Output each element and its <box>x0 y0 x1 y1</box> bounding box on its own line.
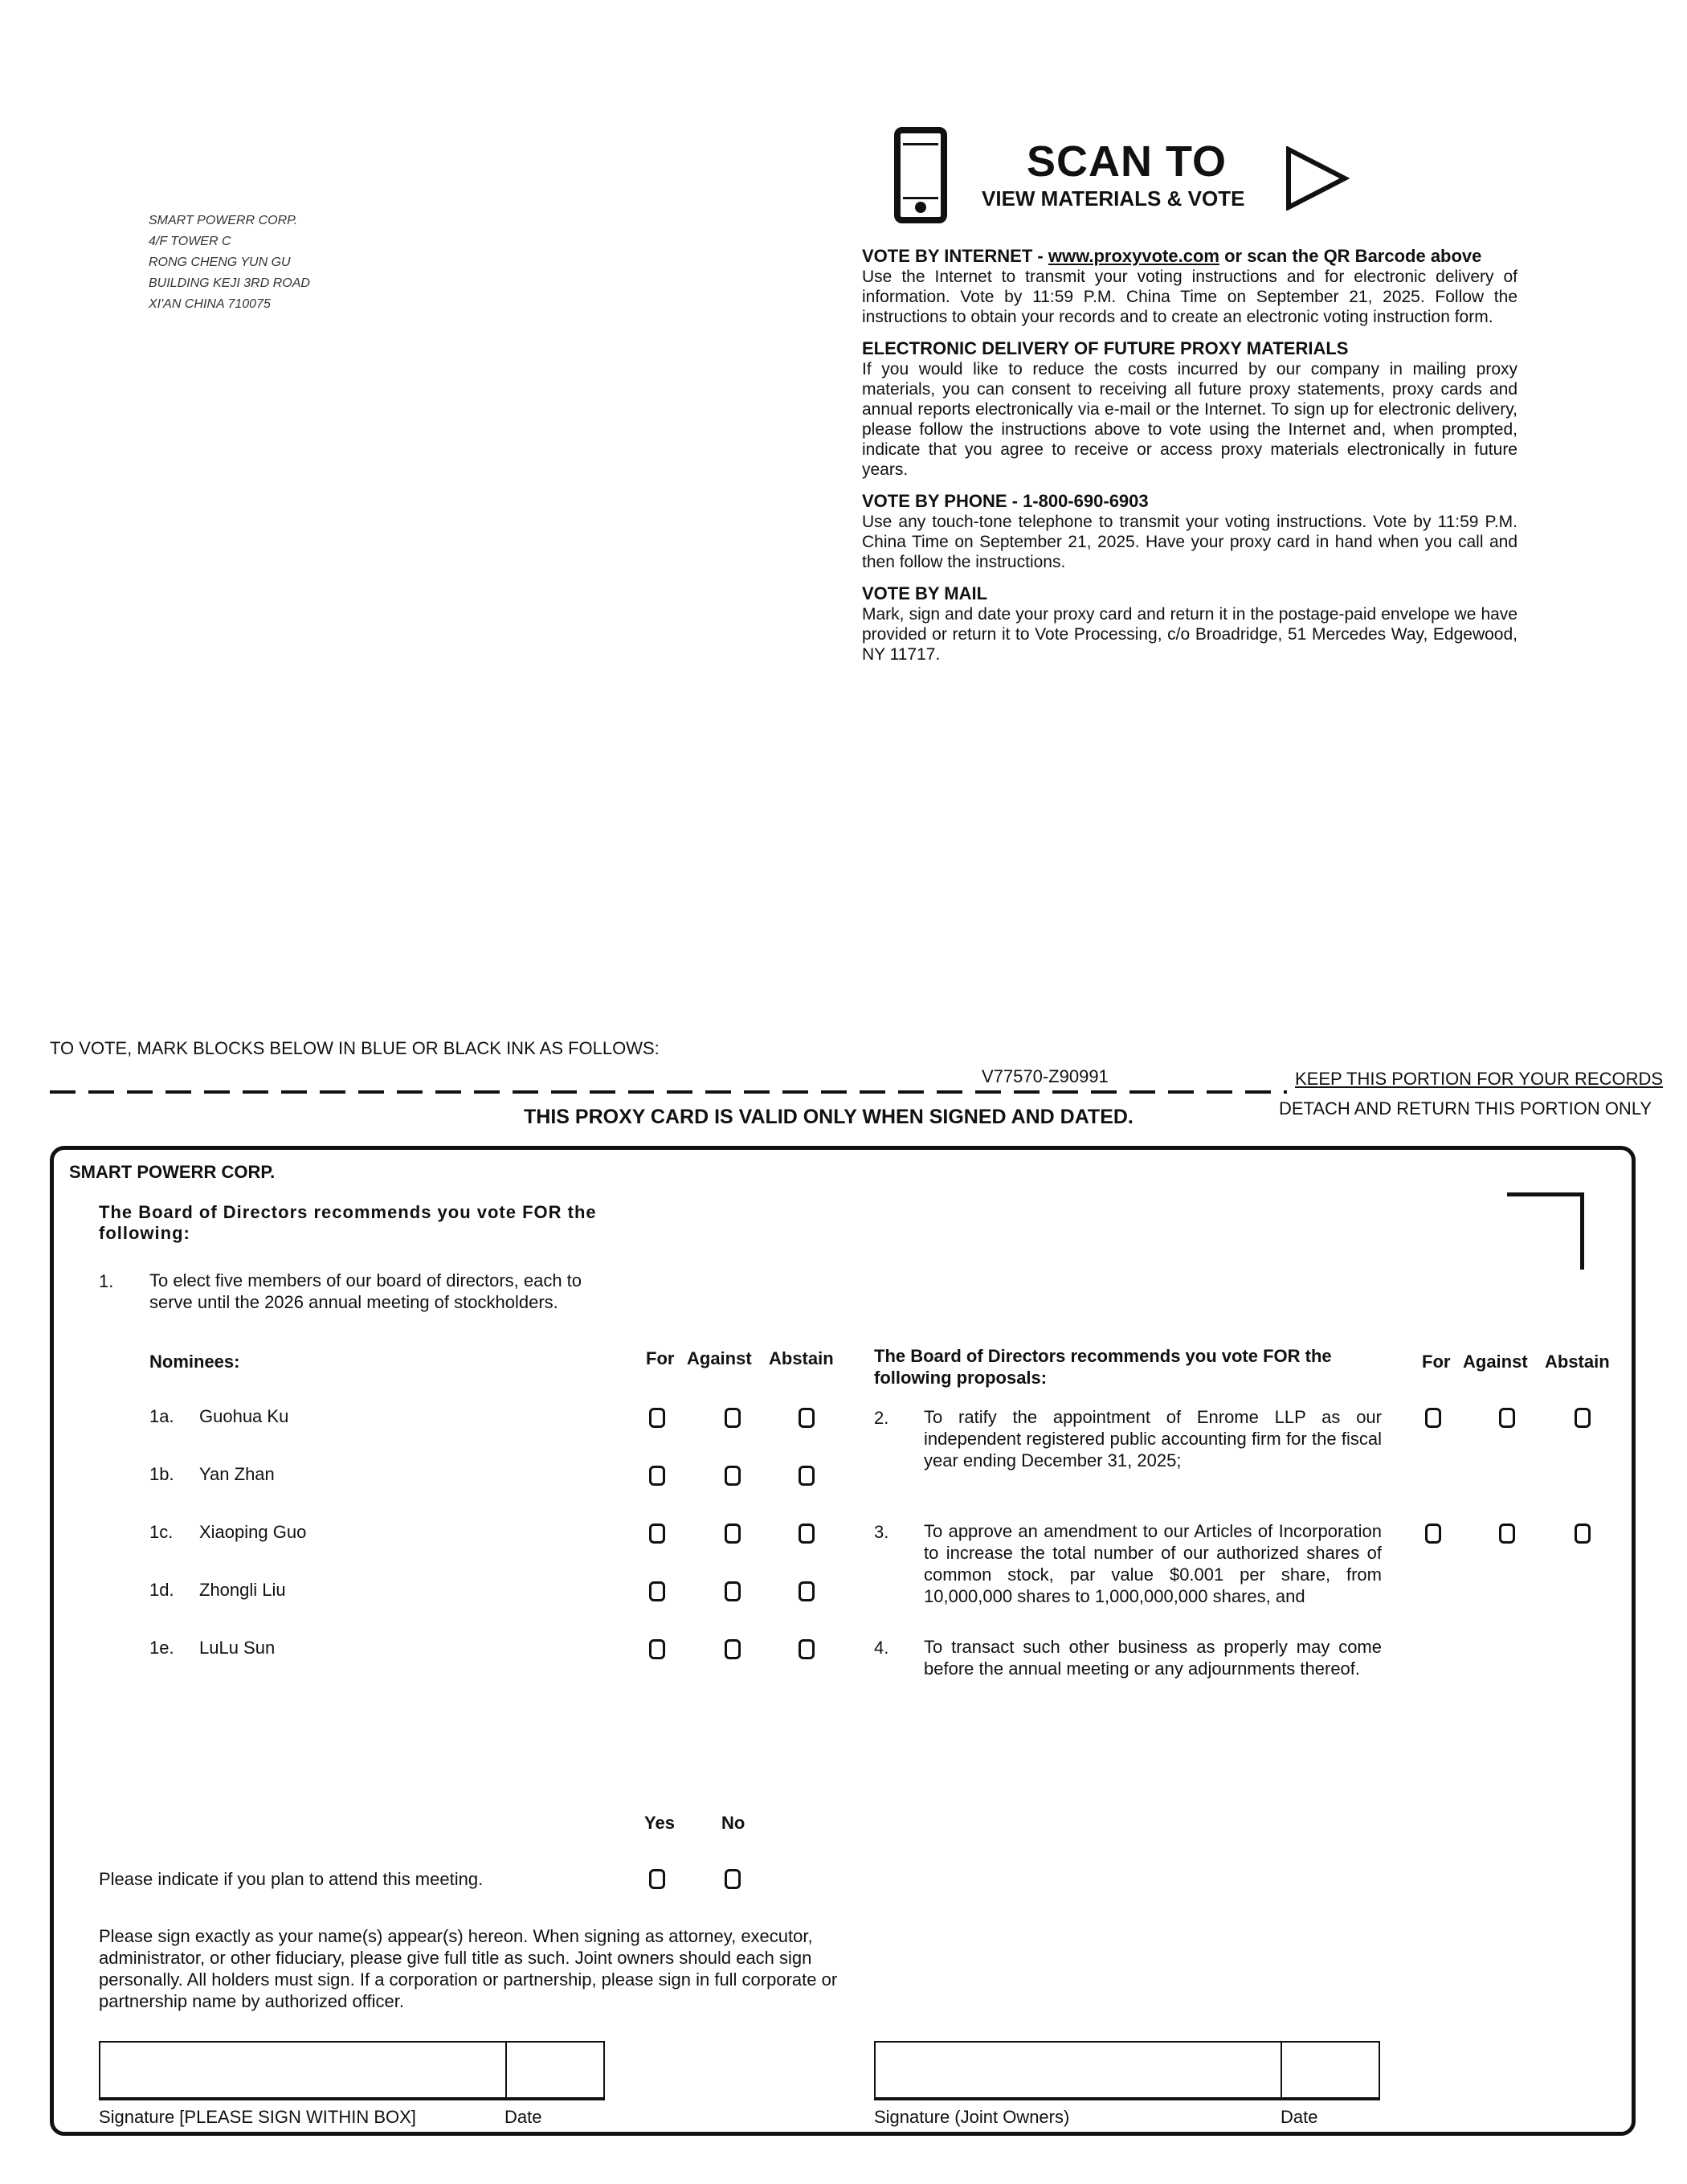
nominee-name: Zhongli Liu <box>199 1580 286 1600</box>
nominee-1a-for-checkbox[interactable] <box>649 1408 665 1428</box>
address-line: XI'AN CHINA 710075 <box>149 297 271 311</box>
date-box-divider <box>1281 2043 1282 2097</box>
nominee-1d-for-checkbox[interactable] <box>649 1581 665 1601</box>
proposal-2-against-checkbox[interactable] <box>1499 1408 1515 1428</box>
internet-heading: VOTE BY INTERNET - www.proxyvote.com or scan the QR Barcode above <box>862 246 1482 266</box>
internet-body: Use the Internet to transmit your voting instructions and for electronic delivery of information. Vote by 11:59 P.M. China Time on September 21, 2025. Follow the instructions to obtain your records and to create an electronic voting instruction form. <box>862 268 1517 326</box>
proposal-number: 3. <box>874 1522 889 1542</box>
nominee-id: 1e. <box>149 1638 174 1658</box>
nominee-1c-for-checkbox[interactable] <box>649 1523 665 1544</box>
nominee-1e-against-checkbox[interactable] <box>725 1639 741 1659</box>
date-label: Date <box>504 2107 542 2127</box>
sign-instructions: Please sign exactly as your name(s) appear(s) hereon. When signing as attorney, executor, administrator, or other fiduciary, please give full title as such. Joint owners should each sign personally. All holders must sign. If a corporation or partnership, please sign in full corporate or partnership name by authorized officer. <box>99 1926 838 2011</box>
scan-title: SCAN TO <box>1027 137 1227 186</box>
proposal-3-against-checkbox[interactable] <box>1499 1523 1515 1544</box>
nominee-id: 1b. <box>149 1464 174 1484</box>
scan-subtitle: VIEW MATERIALS & VOTE <box>982 186 1245 211</box>
play-arrow-icon <box>1285 146 1350 211</box>
address-line: SMART POWERR CORP. <box>149 214 298 227</box>
nominee-1e-for-checkbox[interactable] <box>649 1639 665 1659</box>
proposal-3-abstain-checkbox[interactable] <box>1575 1523 1591 1544</box>
nominee-name: Yan Zhan <box>199 1464 275 1484</box>
joint-signature-label: Signature (Joint Owners) <box>874 2107 1070 2127</box>
keep-portion-label: KEEP THIS PORTION FOR YOUR RECORDS <box>1295 1069 1664 1089</box>
proposal-number: 4. <box>874 1638 889 1658</box>
proposal-2-for-checkbox[interactable] <box>1425 1408 1441 1428</box>
valid-notice: THIS PROXY CARD IS VALID ONLY WHEN SIGNED AND DATED. <box>524 1106 1134 1128</box>
proposal-number: 2. <box>874 1408 889 1428</box>
nominee-1b-against-checkbox[interactable] <box>725 1466 741 1486</box>
attend-meeting-text: Please indicate if you plan to attend this meeting. <box>99 1869 484 1889</box>
col-yes: Yes <box>644 1813 675 1833</box>
voting-instructions <box>862 246 1517 676</box>
nominee-name: LuLu Sun <box>199 1638 276 1658</box>
board-recommendation-1: The Board of Directors recommends you vote FOR the following: <box>99 1202 597 1243</box>
proposal-text: To transact such other business as properly may come before the annual meeting or any adjournments thereof. <box>924 1637 1382 1679</box>
phone-heading: VOTE BY PHONE - 1-800-690-6903 <box>862 491 1149 511</box>
phone-body: Use any touch-tone telephone to transmit your voting instructions. Vote by 11:59 P.M. China Time on September 21, 2025. Have your proxy card in hand when you call and then follow the instructions. <box>862 513 1517 571</box>
nominee-id: 1a. <box>149 1406 174 1426</box>
address-line: BUILDING KEJI 3RD ROAD <box>149 276 310 290</box>
nominee-1a-abstain-checkbox[interactable] <box>799 1408 815 1428</box>
col-abstain-2: Abstain <box>1545 1352 1610 1372</box>
nominee-1c-abstain-checkbox[interactable] <box>799 1523 815 1544</box>
nominee-1e-abstain-checkbox[interactable] <box>799 1639 815 1659</box>
nominees-label: Nominees: <box>149 1352 240 1372</box>
date-label: Date <box>1281 2107 1318 2127</box>
detach-line <box>50 1090 1287 1094</box>
card-company-name: SMART POWERR CORP. <box>69 1162 276 1182</box>
nominee-1c-against-checkbox[interactable] <box>725 1523 741 1544</box>
board-recommendation-2: The Board of Directors recommends you vote FOR the following proposals: <box>874 1346 1332 1388</box>
control-number: V77570-Z90991 <box>982 1066 1109 1086</box>
address-line: RONG CHENG YUN GU <box>149 256 291 269</box>
attend-yes-checkbox[interactable] <box>649 1869 665 1889</box>
return-address <box>149 211 310 315</box>
proposal-2-abstain-checkbox[interactable] <box>1575 1408 1591 1428</box>
col-abstain: Abstain <box>769 1348 834 1368</box>
nominee-1b-for-checkbox[interactable] <box>649 1466 665 1486</box>
proxyvote-link[interactable]: www.proxyvote.com <box>1048 246 1219 266</box>
item1-text: To elect five members of our board of directors, each to serve until the 2026 annual meeting of stockholders. <box>149 1270 582 1312</box>
nominee-1d-abstain-checkbox[interactable] <box>799 1581 815 1601</box>
edelivery-body: If you would like to reduce the costs incurred by our company in mailing proxy materials, you can consent to receiving all future proxy statements, proxy cards and annual reports electronically via e-mail or the Internet. To sign up for electronic delivery, please follow the instructions above to vote using the Internet and, when prompted, indicate that you agree to receive or access proxy materials electronically in future years. <box>862 360 1517 479</box>
nominee-1b-abstain-checkbox[interactable] <box>799 1466 815 1486</box>
mail-heading: VOTE BY MAIL <box>862 583 988 603</box>
col-against: Against <box>687 1348 752 1368</box>
col-against-2: Against <box>1463 1352 1528 1372</box>
col-for: For <box>646 1348 675 1368</box>
col-for-2: For <box>1422 1352 1451 1372</box>
nominee-1d-against-checkbox[interactable] <box>725 1581 741 1601</box>
nominee-name: Xiaoping Guo <box>199 1522 307 1542</box>
col-no: No <box>721 1813 745 1833</box>
detach-portion-label: DETACH AND RETURN THIS PORTION ONLY <box>1279 1098 1652 1119</box>
joint-signature-box[interactable] <box>874 2041 1380 2100</box>
registration-corner-mark <box>1507 1192 1584 1270</box>
attend-no-checkbox[interactable] <box>725 1869 741 1889</box>
address-line: 4/F TOWER C <box>149 235 231 248</box>
proposal-3-for-checkbox[interactable] <box>1425 1523 1441 1544</box>
smartphone-icon <box>894 127 947 223</box>
nominee-id: 1d. <box>149 1580 174 1600</box>
item1-number: 1. <box>99 1271 114 1291</box>
mail-body: Mark, sign and date your proxy card and return it in the postage-paid envelope we have provided or return it to Vote Processing, c/o Broadridge, 51 Mercedes Way, Edgewood, NY 11717. <box>862 605 1517 664</box>
to-vote-instruction: TO VOTE, MARK BLOCKS BELOW IN BLUE OR BLACK INK AS FOLLOWS: <box>50 1038 660 1058</box>
nominee-id: 1c. <box>149 1522 174 1542</box>
date-box-divider <box>505 2043 507 2097</box>
edelivery-heading: ELECTRONIC DELIVERY OF FUTURE PROXY MATERIALS <box>862 338 1349 358</box>
proposal-text: To approve an amendment to our Articles of Incorporation to increase the total number of our authorized shares of common stock, par value $0.001 per share, from 10,000,000 shares to 1,000,000,000 shares, and <box>924 1521 1382 1606</box>
nominee-name: Guohua Ku <box>199 1406 289 1426</box>
scan-to-vote-banner <box>892 121 1358 233</box>
signature-box[interactable] <box>99 2041 605 2100</box>
proposal-text: To ratify the appointment of Enrome LLP as our independent registered public accounting firm for the fiscal year ending December 31, 2025; <box>924 1407 1382 1470</box>
signature-label: Signature [PLEASE SIGN WITHIN BOX] <box>99 2107 416 2127</box>
nominee-1a-against-checkbox[interactable] <box>725 1408 741 1428</box>
